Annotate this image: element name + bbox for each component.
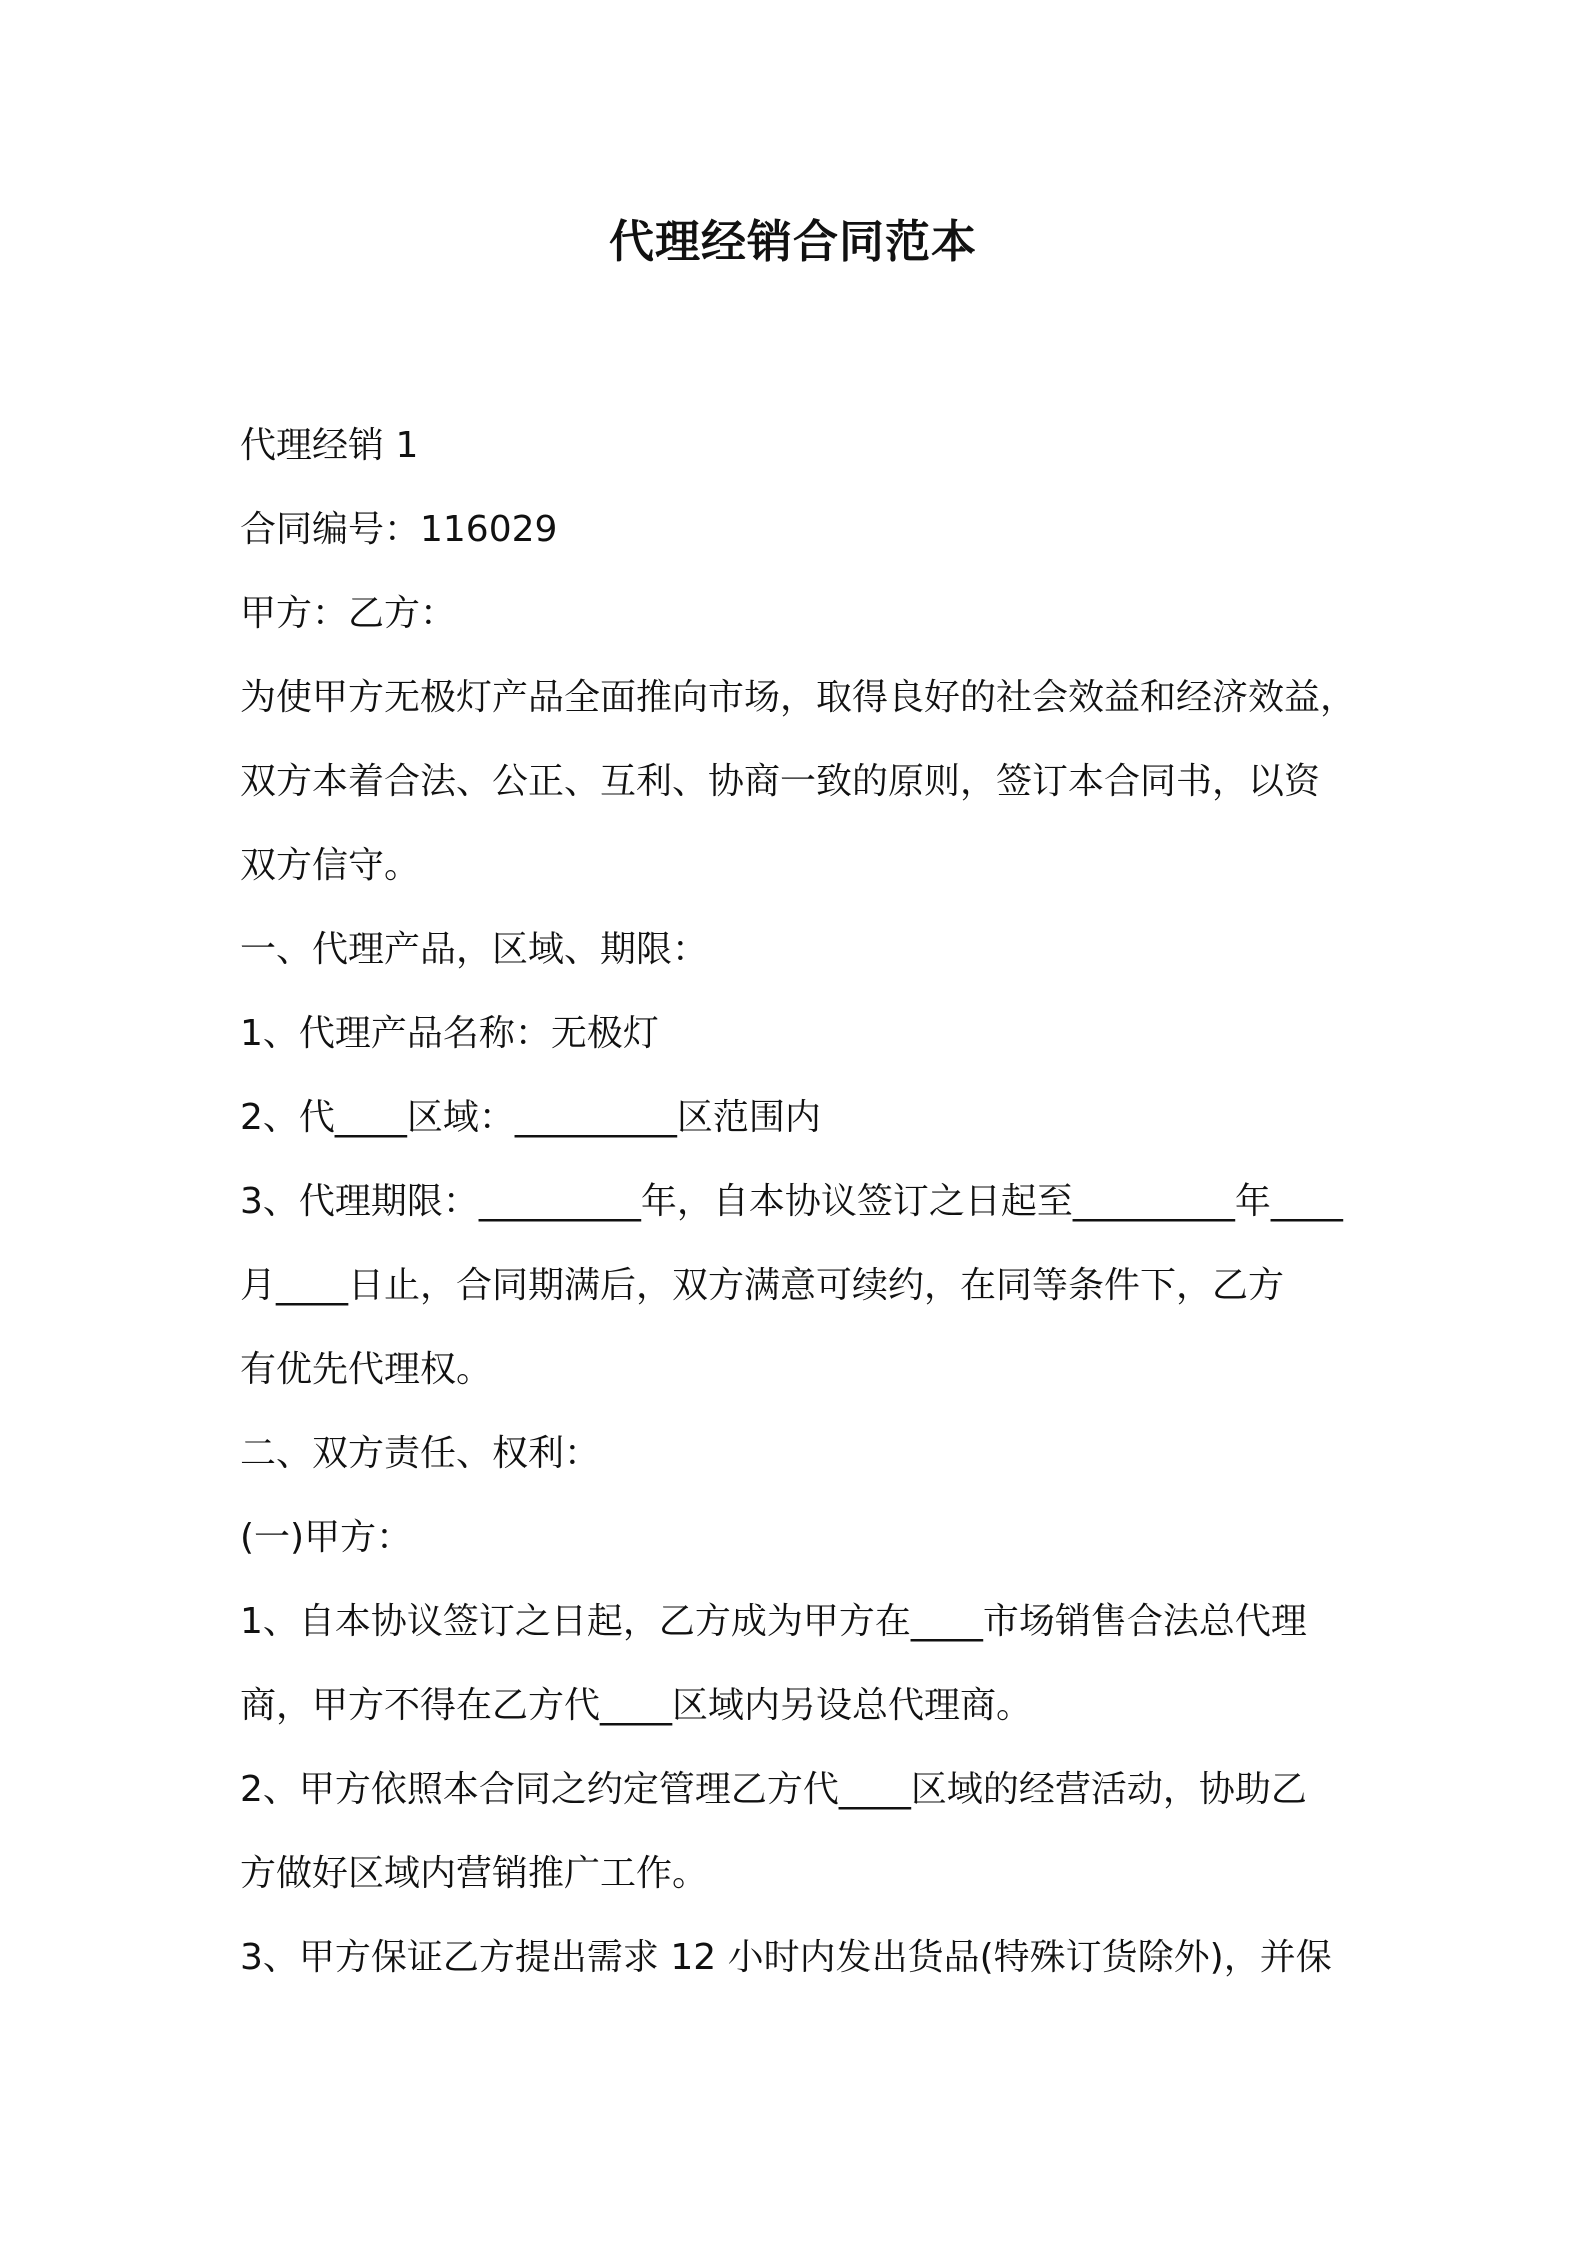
party-a-clause-1-line-1: 1、自本协议签订之日起，乙方成为甲方在____市场销售合法总代理 bbox=[240, 1601, 1307, 1642]
clause-term-line-1: 3、代理期限：_________年，自本协议签订之日起至_________年____ bbox=[240, 1181, 1343, 1222]
contract-number: 合同编号：116029 bbox=[240, 509, 558, 550]
clause-term-line-2: 月____日止，合同期满后，双方满意可续约，在同等条件下，乙方 bbox=[240, 1265, 1285, 1306]
clause-term-line-3: 有优先代理权。 bbox=[240, 1349, 493, 1390]
clause-product-name: 1、代理产品名称：无极灯 bbox=[240, 1013, 659, 1054]
party-a-clause-3-line-1: 3、甲方保证乙方提出需求 12 小时内发出货品(特殊订货除外)，并保 bbox=[240, 1937, 1332, 1978]
subsection-party-a: (一)甲方： bbox=[240, 1517, 413, 1558]
party-a-clause-2-line-1: 2、甲方依照本合同之约定管理乙方代____区域的经营活动，协助乙 bbox=[240, 1769, 1307, 1810]
section-heading-2: 二、双方责任、权利： bbox=[240, 1433, 601, 1474]
clause-region: 2、代____区域：_________区范围内 bbox=[240, 1097, 821, 1138]
preamble-line-3: 双方信守。 bbox=[240, 845, 421, 886]
party-a-clause-1-line-2: 商，甲方不得在乙方代____区域内另设总代理商。 bbox=[240, 1685, 1033, 1726]
party-a-clause-2-line-2: 方做好区域内营销推广工作。 bbox=[240, 1853, 709, 1894]
preamble-line-1: 为使甲方无极灯产品全面推向市场，取得良好的社会效益和经济效益， bbox=[240, 677, 1357, 718]
contract-label: 代理经销 1 bbox=[240, 425, 419, 466]
document-body bbox=[240, 404, 1360, 2000]
preamble-line-2: 双方本着合法、公正、互利、协商一致的原则，签订本合同书，以资 bbox=[240, 761, 1321, 802]
document-title: 代理经销合同范本 bbox=[608, 215, 977, 268]
parties-line: 甲方：乙方： bbox=[240, 593, 457, 634]
section-heading-1: 一、代理产品，区域、期限： bbox=[240, 929, 709, 970]
